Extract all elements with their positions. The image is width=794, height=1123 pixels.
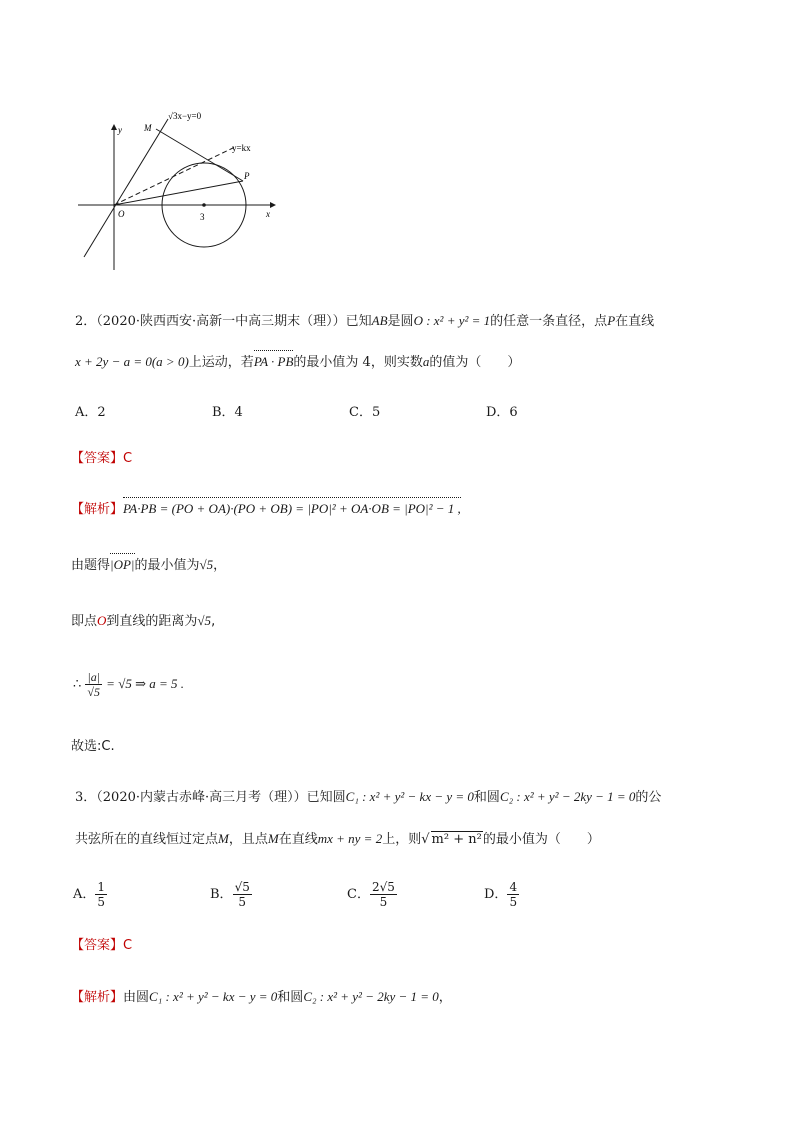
- sqrt5: √5: [199, 557, 214, 572]
- q2-option-c: C．5: [349, 405, 381, 420]
- option-fraction: [95, 880, 107, 909]
- sqrt-symbol: √: [421, 832, 430, 847]
- q2-option-a: A．2: [75, 405, 106, 420]
- step-text: 即点: [71, 614, 98, 629]
- q3-c2-eq: C₂ : x² + y² − 2ky − 1 = 0: [499, 789, 636, 804]
- label-M: M: [144, 123, 152, 133]
- label-x: x: [266, 209, 270, 219]
- q2-step2: [71, 611, 215, 632]
- q3-text: 共弦所在的直线恒过定点: [75, 832, 219, 847]
- analysis-c2: C₂ : x² + y² − 2ky − 1 = 0: [303, 989, 439, 1004]
- q2-line-eq: x + 2y − a = 0(a > 0): [75, 354, 189, 369]
- q2-circle-eq: O : x² + y² = 1: [413, 313, 491, 328]
- q2-number: 2．: [75, 314, 97, 329]
- q2-source: （2020·陕西西安·高新一中高三期末（理））: [96, 314, 346, 329]
- step-text: ，: [213, 558, 227, 573]
- q3-option-a: [73, 876, 107, 914]
- line-sqrt3x: [84, 119, 168, 257]
- geometry-figure: [70, 105, 290, 275]
- q3-stem-line2: [75, 829, 600, 850]
- q3-M: M: [267, 831, 279, 846]
- sqrt-expr: m² + n²: [431, 832, 482, 847]
- q2-option-b: B．4: [212, 405, 243, 420]
- op-magnitude: |OP|: [110, 555, 134, 575]
- q3-c1-eq: C₁ : x² + y² − kx − y = 0: [345, 789, 474, 804]
- fraction-denominator: 5: [97, 895, 106, 909]
- answer-tag: 【答案】: [71, 451, 124, 466]
- q3-option-b: [210, 876, 252, 914]
- q3-stem-line1: [75, 787, 661, 808]
- analysis-tag: 【解析】: [71, 990, 124, 1005]
- q3-text: 的公: [635, 790, 662, 805]
- fraction: [85, 670, 102, 699]
- q2-stem-line1: [75, 311, 654, 332]
- q3-text: 已知圆: [306, 790, 346, 805]
- line-MP: [156, 129, 243, 181]
- q3-text: 的最小值为（ ）: [482, 832, 600, 847]
- q3-source: （2020·内蒙古赤峰·高三月考（理））: [96, 790, 307, 805]
- label-line1: √3x−y=0: [168, 111, 202, 121]
- q2-text: 上运动，若: [188, 355, 254, 370]
- option-letter: B．: [210, 887, 233, 902]
- q2-P: P: [607, 313, 616, 328]
- q2-text: 在直线: [615, 314, 655, 329]
- step-text: 由题得: [71, 558, 111, 573]
- q2-a: a: [422, 354, 430, 369]
- q3-text: ，且点: [228, 832, 268, 847]
- q3-option-c: [347, 876, 397, 914]
- analysis-text: ，: [438, 990, 452, 1005]
- q2-conclusion: 故选:C.: [71, 739, 115, 754]
- q3-text: 在直线: [278, 832, 318, 847]
- label-3: 3: [200, 212, 205, 222]
- label-P: P: [244, 171, 250, 181]
- q3-analysis: [71, 987, 452, 1008]
- sqrt5: √5: [197, 613, 212, 628]
- q2-text: 已知: [345, 314, 372, 329]
- label-y: y: [118, 125, 122, 135]
- fraction-numerator: 4: [509, 880, 518, 894]
- q3-M: M: [218, 831, 229, 846]
- analysis-expr: PA·PB = (PO + OA)·(PO + OB) = |PO|² + OA·OB = |PO|² − 1 ,: [123, 499, 461, 519]
- fraction-numerator: 1: [97, 880, 106, 894]
- analysis-tag: 【解析】: [71, 502, 124, 517]
- q3-text: 上，则: [382, 832, 422, 847]
- label-line2: y=kx: [232, 143, 251, 153]
- q2-step1: [71, 555, 226, 576]
- analysis-text: 和圆: [277, 990, 304, 1005]
- option-fraction: [507, 880, 519, 909]
- q2-analysis: [71, 499, 461, 520]
- circle-center: [202, 203, 206, 207]
- fraction-numerator: √5: [234, 880, 250, 894]
- line-kx: [114, 147, 235, 205]
- answer-tag: 【答案】: [71, 938, 124, 953]
- q3-answer: [71, 936, 132, 956]
- step-text: 到直线的距离为: [106, 614, 198, 629]
- therefore-symbol: ∴: [73, 677, 82, 692]
- step-text: 的最小值为: [134, 558, 200, 573]
- q2-text: 的最小值为 4，则实数: [293, 355, 423, 370]
- fraction-denominator: 5: [379, 895, 388, 909]
- q2-AB: AB: [371, 313, 388, 328]
- answer-value: C: [123, 938, 133, 953]
- q2-stem-line2: [75, 352, 520, 373]
- analysis-text: 由圆: [123, 990, 150, 1005]
- option-fraction: [370, 880, 397, 909]
- option-fraction: [233, 880, 252, 909]
- line-OP: [114, 181, 243, 205]
- step3-rest: = √5 ⇒ a = 5 .: [106, 676, 184, 691]
- q3-option-d: [484, 876, 519, 914]
- analysis-c1: C₁ : x² + y² − kx − y = 0: [149, 989, 278, 1004]
- option-letter: D．: [484, 887, 508, 902]
- fraction-numerator: |a|: [87, 670, 101, 684]
- label-O: O: [118, 209, 125, 219]
- q2-step3: [73, 667, 184, 702]
- option-letter: C．: [347, 887, 370, 902]
- q3-text: 和圆: [473, 790, 500, 805]
- q2-text: 的值为（ ）: [429, 355, 521, 370]
- q3-number: 3．: [75, 790, 97, 805]
- step-text: ,: [211, 614, 216, 629]
- answer-value: C: [123, 451, 133, 466]
- q2-answer: [71, 449, 132, 469]
- q2-text: 是圆: [387, 314, 414, 329]
- fraction-numerator: 2√5: [371, 880, 395, 894]
- q2-text: 的任意一条直径，点: [490, 314, 608, 329]
- fraction-denominator: 5: [238, 895, 247, 909]
- q2-dot-expr: PA · PB: [254, 352, 294, 372]
- q2-option-d: D．6: [486, 405, 518, 420]
- fraction-denominator: √5: [87, 685, 101, 699]
- option-letter: A．: [73, 887, 96, 902]
- q3-line-mn: mx + ny = 2: [317, 831, 383, 846]
- fraction-denominator: 5: [509, 895, 518, 909]
- point-O: O: [97, 613, 107, 628]
